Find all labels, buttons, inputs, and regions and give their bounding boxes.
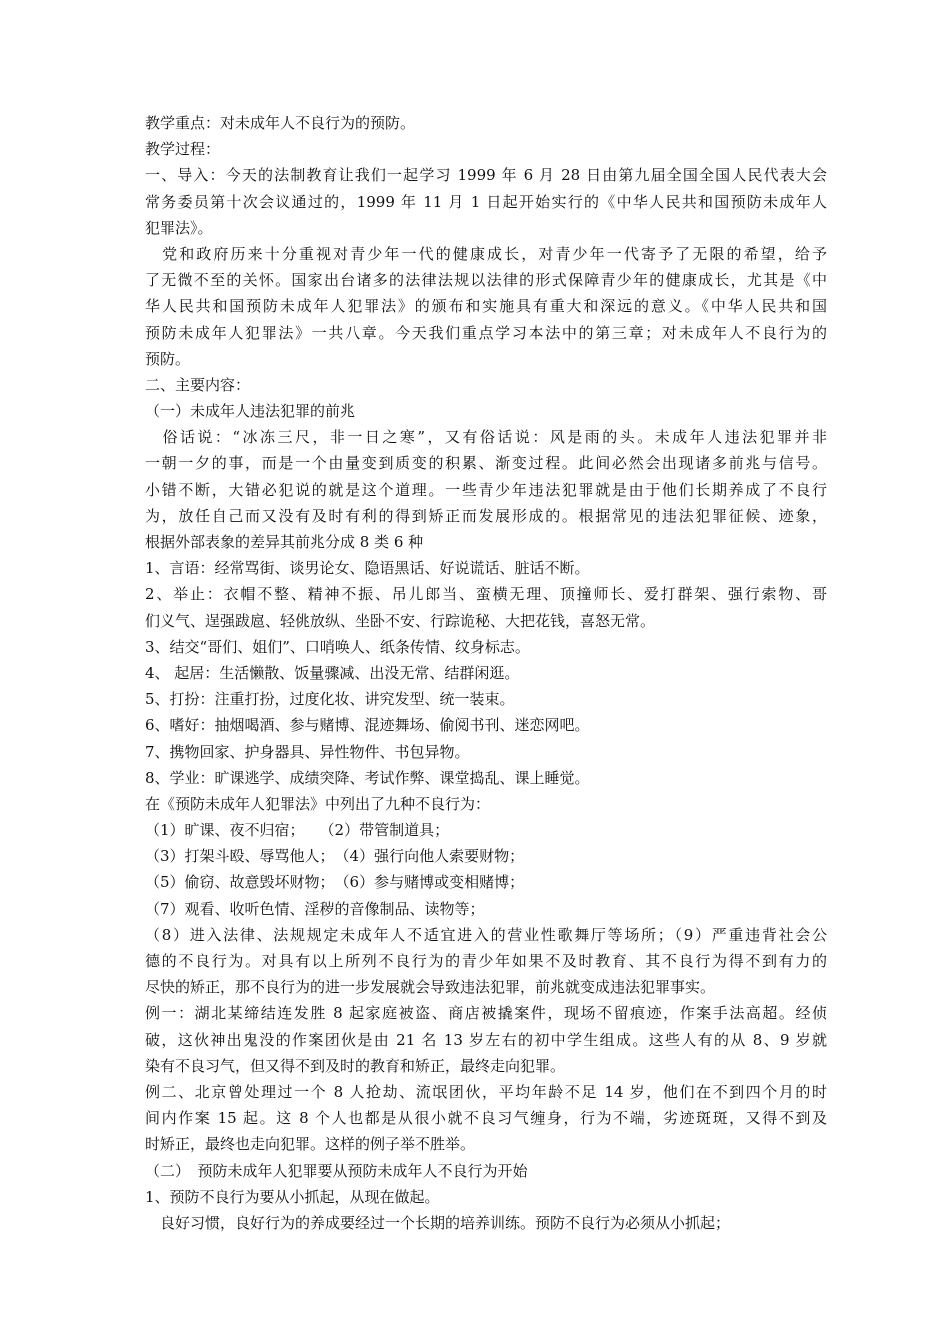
teaching-process-heading: 教学过程： [145, 140, 221, 159]
example-line: 例二、北京曾处理过一个 8 人抢劫、流氓团伙，平均年龄不足 14 岁，他们在不到四个月的时 [145, 1082, 827, 1101]
list-item: 8、学业：旷课逃学、成绩突降、考试作弊、课堂捣乱、课上睡觉。 [145, 768, 590, 787]
paragraph-line: 良好习惯，良好行为的养成要经过一个长期的培养训练。预防不良行为必须从小抓起； [145, 1213, 731, 1232]
paragraph-line: 俗话说：“冰冻三尺，非一日之寒”，又有俗话说：风是雨的头。未成年人违法犯罪并非 [145, 428, 827, 447]
paragraph-line: 一朝一夕的事，而是一个由量变到质变的积累、渐变过程。此间必然会出现诸多前兆与信号。 [145, 454, 827, 473]
example-line: 破，这伙神出鬼没的作案团伙是由 21 名 13 岁左右的初中学生组成。这些人有的从 8、9 岁就 [145, 1030, 827, 1049]
paragraph-line: 预防。 [145, 349, 191, 368]
intro-line: 一、导入：今天的法制教育让我们一起学习 1999 年 6 月 28 日由第九届全国全国人民代表大会 [145, 166, 827, 185]
list-item: 3、结交“哥们、姐们”、口哨唤人、纸条传情、纹身标志。 [145, 637, 530, 656]
paragraph-line: 华人民共和国预防未成年人犯罪法》的颁布和实施具有重大和深远的意义。《中华人民共和国 [145, 297, 827, 316]
paragraph-line: 德的不良行为。对具有以上所列不良行为的青少年如果不及时教育、其不良行为得不到有力的 [145, 952, 827, 970]
section-heading: 二、主要内容： [145, 375, 251, 394]
list-item: 5、打扮：注重打扮，过度化妆、讲究发型、统一装束。 [145, 690, 515, 709]
example-line: 间内作案 15 起。这 8 个人也都是从很小就不良习气缠身，行为不端，劣迹斑斑，又得不到及 [145, 1109, 827, 1128]
example-line: 时矫正，最终也走向犯罪。这样的例子举不胜举。 [145, 1135, 476, 1154]
list-item: （8）进入法律、法规规定未成年人不适宜进入的营业性歌舞厅等场所；（9）严重违背社会公 [145, 925, 827, 944]
example-line: 染有不良习气，但又得不到及时的教育和矫正，最终走向犯罪。 [145, 1056, 566, 1075]
subsection-heading: （一）未成年人违法犯罪的前兆 [145, 402, 356, 421]
list-item: 7、携物回家、护身器具、异性物件、书包异物。 [145, 742, 470, 761]
paragraph-line: 根据外部表象的差异其前兆分成 8 类 6 种 [145, 533, 424, 551]
paragraph-line: 在《预防未成年人犯罪法》中列出了九种不良行为： [145, 794, 491, 813]
list-item: 6、嗜好：抽烟喝酒、参与赌博、混迹舞场、偷阅书刊、迷恋网吧。 [145, 716, 590, 735]
paragraph-line: 预防未成年人犯罪法》一共八章。今天我们重点学习本法中的第三章；对未成年人不良行为的 [145, 323, 827, 342]
list-item: （3）打架斗殴、辱骂他人； （4）强行向他人索要财物； [145, 847, 525, 866]
paragraph-line: 为，放任自己而又没有及时有利的得到矫正而发展形成的。根据常见的违法犯罪征候、迹象， [145, 506, 827, 525]
paragraph-line: 小错不断，大错必犯说的就是这个道理。一些青少年违法犯罪就是由于他们长期养成了不良行 [145, 480, 827, 499]
list-item: （7）观看、收听色情、淫秽的音像制品、读物等； [145, 899, 485, 918]
paragraph-line: 党和政府历来十分重视对青少年一代的健康成长，对青少年一代寄予了无限的希望，给予 [145, 244, 827, 263]
list-item: 1、预防不良行为要从小抓起，从现在做起。 [145, 1187, 440, 1206]
list-item: 4、 起居：生活懒散、饭量骤减、出没无常、结群闲逛。 [145, 663, 520, 682]
list-item: 2、举止：衣帽不整、精神不振、吊儿郎当、蛮横无理、顶撞师长、爱打群架、强行索物、哥 [145, 585, 827, 604]
list-item: 1、言语：经常骂街、谈男论女、隐语黑话、好说谎话、脏话不断。 [145, 559, 590, 578]
intro-line: 常务委员第十次会议通过的，1999 年 11 月 1 日起开始实行的《中华人民共和国预防未成年人 [145, 192, 827, 211]
teaching-focus: 教学重点：对未成年人不良行为的预防。 [145, 114, 416, 132]
subsection-heading: （二） 预防未成年人犯罪要从预防未成年人不良行为开始 [145, 1161, 528, 1180]
paragraph-line: 了无微不至的关怀。国家出台诸多的法律法规以法律的形式保障青少年的健康成长，尤其是《中 [145, 271, 827, 290]
example-line: 例一：湖北某缔结连发胜 8 起家庭被盗、商店被撬案件，现场不留痕迹，作案手法高超。经侦 [145, 1004, 827, 1023]
document-page [145, 110, 827, 1236]
list-item: （5）偷窃、故意毁坏财物； （6）参与赌博或变相赌博； [145, 873, 525, 892]
list-item: （1）旷课、夜不归宿； （2）带管制道具； [145, 821, 450, 840]
paragraph-line: 尽快的矫正，那不良行为的进一步发展就会导致违法犯罪，前兆就变成违法犯罪事实。 [145, 978, 716, 997]
list-item: 们义气、逞强跋扈、轻佻放纵、坐卧不安、行踪诡秘、大把花钱，喜怒无常。 [145, 611, 656, 630]
intro-line: 犯罪法》。 [145, 218, 213, 237]
